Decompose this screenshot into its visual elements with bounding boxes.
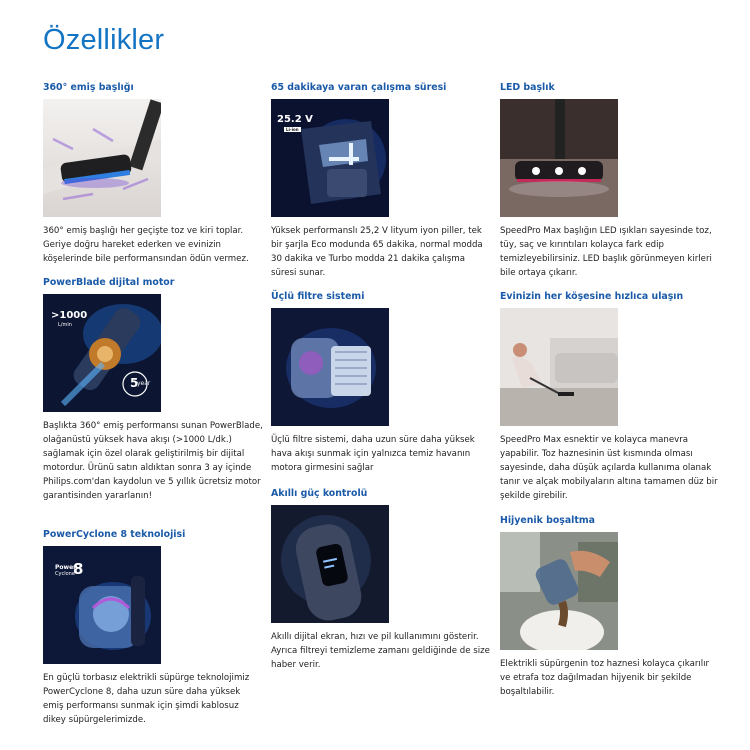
warranty-word: year bbox=[137, 380, 151, 387]
feature-heading: PowerBlade dijital motor bbox=[43, 277, 175, 288]
feature-heading: LED başlık bbox=[500, 82, 555, 93]
feature-smart-power bbox=[271, 488, 491, 672]
airflow-label: >1000 bbox=[51, 310, 88, 321]
emptying-image bbox=[500, 532, 618, 650]
feature-description: 360° emiş başlığı her geçişte toz ve kiri toplar. Geriye doğru hareket ederken ve evinizin köşelerinde bile performansından ödün vermez. bbox=[43, 226, 249, 264]
warranty-number: 5 bbox=[130, 376, 139, 390]
page-title: Özellikler bbox=[43, 24, 165, 56]
brand-label: Power bbox=[55, 564, 77, 571]
airflow-unit: L/min bbox=[58, 322, 72, 328]
feature-description: Üçlü filtre sistemi, daha uzun süre daha yüksek hava akışı sunmak için yalnızca temiz havanın motora girmesini sağlar bbox=[271, 435, 475, 473]
cyclone-image bbox=[43, 546, 161, 664]
feature-description: Başlıkta 360° emiş performansı sunan PowerBlade, olağanüstü yüksek hava akışı (>1000 L/dk.) sağlamak için özel olarak geliştirilmiş bir dijital motordur. Ürünü satın aldıktan sonra 3 ay içinde Philips.com'dan kaydolun ve 5 yıllık ücretsiz motor garantisinden yararlanın! bbox=[43, 421, 263, 501]
feature-heading: PowerCyclone 8 teknolojisi bbox=[43, 529, 186, 540]
feature-description: SpeedPro Max esnektir ve kolayca manevra yapabilir. Toz haznesinin üst kısmında olması sayesinde, daha düşük açılarda kullanıma olanak tanır ve alçak mobilyaların altına tamamen düz bir şekilde girebilir. bbox=[500, 435, 718, 501]
feature-powercyclone bbox=[43, 529, 263, 727]
feature-reach-corners bbox=[500, 291, 720, 503]
feature-hygienic-emptying bbox=[500, 515, 720, 699]
feature-led-nozzle bbox=[500, 82, 720, 280]
feature-description: SpeedPro Max başlığın LED ışıkları sayesinde toz, tüy, saç ve kırıntıları kolayca fark edip temizleyebilirsiniz. LED başlık görünmeyen kirleri bile ortaya çıkarır. bbox=[500, 226, 712, 278]
feature-heading: 360° emiş başlığı bbox=[43, 82, 134, 93]
feature-description: Yüksek performanslı 25,2 V lityum iyon piller, tek bir şarjla Eco modunda 65 dakika, normal modda 30 dakika ve Turbo modda 21 dakika çalışma süresi sunar. bbox=[271, 226, 483, 278]
feature-description: Elektrikli süpürgenin toz haznesi kolayca çıkarılır ve etrafa toz dağılmadan hijyenik bir şekilde boşaltılabilir. bbox=[500, 659, 710, 697]
battery-type-tag: Li-ion bbox=[286, 127, 299, 132]
motor-image bbox=[43, 294, 161, 412]
display-image bbox=[271, 505, 389, 623]
feature-heading: Üçlü filtre sistemi bbox=[271, 291, 365, 302]
brand-number: 8 bbox=[73, 560, 84, 578]
nozzle-image bbox=[43, 99, 161, 217]
feature-heading: Hijyenik boşaltma bbox=[500, 515, 595, 526]
feature-heading: 65 dakikaya varan çalışma süresi bbox=[271, 82, 447, 93]
feature-360-nozzle bbox=[43, 82, 263, 266]
living-room-image bbox=[500, 308, 618, 426]
feature-heading: Akıllı güç kontrolü bbox=[271, 488, 368, 499]
feature-triple-filter bbox=[271, 291, 491, 475]
brand-sub-label: Cyclone bbox=[55, 571, 75, 577]
filter-image bbox=[271, 308, 389, 426]
led-nozzle-image bbox=[500, 99, 618, 217]
feature-description: En güçlü torbasız elektrikli süpürge teknolojimiz PowerCyclone 8, daha uzun süre daha yüksek emiş performansı sunmak için şimdi kablosuz dikey süpürgelerimizde. bbox=[43, 673, 250, 725]
voltage-label: 25.2 V bbox=[277, 114, 313, 125]
battery-image bbox=[271, 99, 389, 217]
feature-powerblade-motor bbox=[43, 277, 263, 503]
feature-description: Akıllı dijital ekran, hızı ve pil kullanımını gösterir. Ayrıca filtreyi temizleme zamanı geldiğinde de size haber verir. bbox=[271, 632, 490, 670]
feature-runtime bbox=[271, 82, 491, 280]
feature-heading: Evinizin her köşesine hızlıca ulaşın bbox=[500, 291, 684, 302]
